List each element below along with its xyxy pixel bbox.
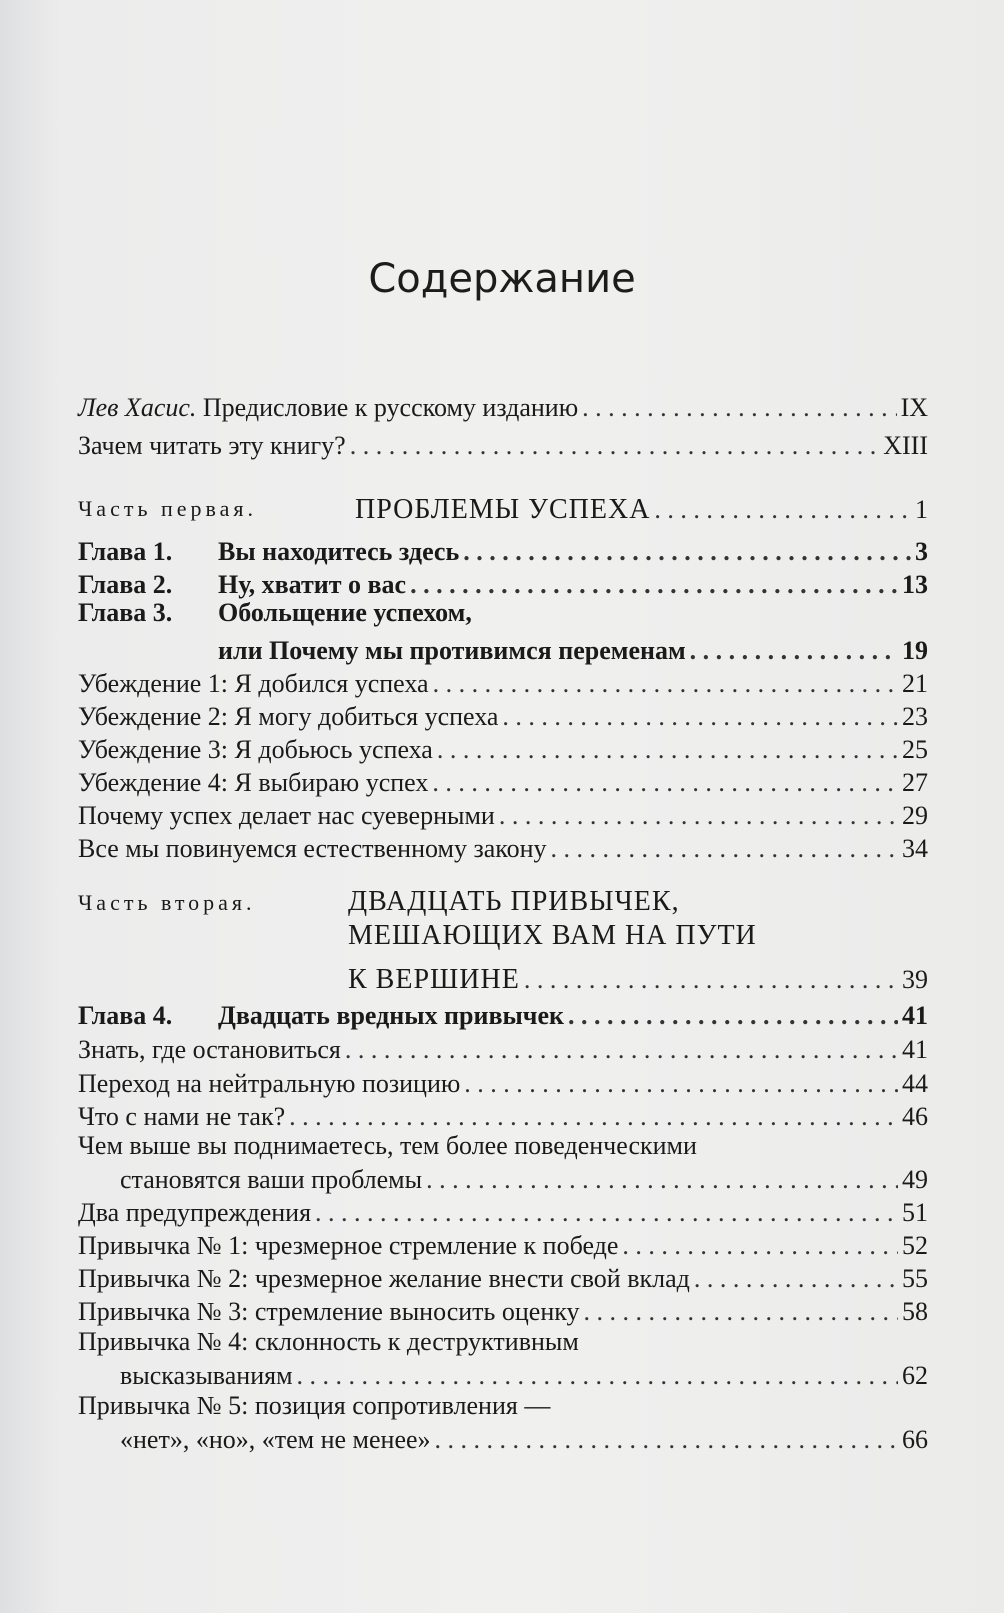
section-title-line1: Привычка № 4: склонность к деструктивным	[78, 1327, 579, 1356]
leader-dots	[463, 536, 911, 568]
chapter-title: Двадцать вредных привычек	[218, 1001, 564, 1030]
leader-dots	[622, 1230, 898, 1262]
leader-dots	[435, 1424, 898, 1456]
page-title: Содержание	[368, 256, 636, 302]
toc-section[interactable]	[78, 831, 928, 865]
entry-title: Зачем читать эту книгу?	[78, 431, 346, 460]
toc-section[interactable]	[78, 1261, 928, 1295]
leader-dots	[345, 1034, 898, 1066]
leader-dots	[584, 1296, 898, 1328]
toc-section[interactable]	[78, 1066, 928, 1100]
leader-dots	[315, 1197, 898, 1229]
toc-section[interactable]	[78, 1294, 928, 1328]
section-title-line1: Привычка № 5: позиция сопротивления —	[78, 1391, 551, 1420]
toc-section[interactable]	[78, 666, 928, 700]
leader-dots	[568, 1000, 898, 1032]
section-title: Что с нами не так?	[78, 1102, 286, 1131]
leader-dots	[690, 635, 898, 667]
section-title: Два предупреждения	[78, 1198, 312, 1227]
section-title: Привычка № 2: чрезмерное желание внести свой вклад	[78, 1264, 690, 1293]
toc-section[interactable]	[78, 1195, 928, 1229]
leader-dots	[289, 1101, 898, 1133]
toc-section-multiline[interactable]	[78, 1130, 928, 1196]
section-title: Убеждение 1: Я добился успеха	[78, 669, 429, 698]
page-number: 29	[902, 801, 928, 830]
chapter-title: Ну, хватит о вас	[218, 570, 407, 599]
chapter-title-line1: Обольщение успехом,	[218, 598, 472, 627]
toc-entry-preface[interactable]	[78, 390, 928, 424]
leader-dots	[437, 734, 898, 766]
part-title-line1: ДВАДЦАТЬ ПРИВЫЧЕК,	[348, 886, 680, 917]
leader-dots	[502, 701, 898, 733]
preface-title: Предисловие к русскому изданию	[202, 393, 579, 422]
toc-section[interactable]	[78, 1228, 928, 1262]
leader-dots	[551, 833, 899, 865]
chapter-label: Глава 4.	[78, 1001, 173, 1030]
page-number: 51	[902, 1198, 928, 1227]
chapter-title: Вы находитесь здесь	[218, 537, 460, 566]
toc-section[interactable]	[78, 732, 928, 766]
page-number: 55	[902, 1264, 928, 1293]
page-number: 66	[902, 1425, 928, 1454]
section-title: Убеждение 2: Я могу добиться успеха	[78, 702, 499, 731]
toc-section[interactable]	[78, 1099, 928, 1133]
page-number: 49	[902, 1165, 928, 1194]
section-title-line2: высказываниям	[120, 1361, 293, 1390]
page-number: 46	[902, 1102, 928, 1131]
page-number: 13	[902, 570, 928, 599]
part-label: Часть первая.	[78, 496, 257, 521]
toc-section[interactable]	[78, 798, 928, 832]
toc-chapter-1[interactable]	[78, 534, 928, 568]
page-number: 39	[902, 965, 928, 994]
toc-chapter-3[interactable]	[78, 597, 928, 667]
leader-dots	[350, 430, 880, 462]
page-number: 34	[902, 834, 928, 863]
page-number: 58	[902, 1297, 928, 1326]
section-title-line1: Чем выше вы поднимаетесь, тем более поведенческими	[78, 1131, 697, 1160]
page-number: IX	[900, 393, 928, 422]
page-number: 23	[902, 702, 928, 731]
section-title: Убеждение 3: Я добьюсь успеха	[78, 735, 433, 764]
section-title: Почему успех делает нас суеверными	[78, 801, 495, 830]
leader-dots	[582, 392, 896, 424]
toc-chapter-4[interactable]	[78, 998, 928, 1032]
preface-author: Лев Хасис.	[78, 393, 197, 422]
toc-chapter-2[interactable]	[78, 567, 928, 601]
leader-dots	[432, 767, 898, 799]
leader-dots	[464, 1068, 898, 1100]
leader-dots	[433, 668, 898, 700]
section-title: Привычка № 1: чрезмерное стремление к победе	[78, 1231, 619, 1260]
chapter-label: Глава 2.	[78, 570, 173, 599]
chapter-label: Глава 1.	[78, 537, 173, 566]
page-number: 44	[902, 1069, 928, 1098]
toc-section[interactable]	[78, 699, 928, 733]
page-number: 27	[902, 768, 928, 797]
leader-dots	[524, 964, 898, 996]
page-number: 52	[902, 1231, 928, 1260]
page-number: 41	[902, 1035, 928, 1064]
part-title: ПРОБЛЕМЫ УСПЕХА	[355, 494, 651, 525]
section-title: Переход на нейтральную позицию	[78, 1069, 461, 1098]
chapter-label: Глава 3.	[78, 598, 173, 627]
toc-entry-why-read[interactable]	[78, 428, 928, 462]
toc-section[interactable]	[78, 765, 928, 799]
page-number: 19	[902, 636, 928, 665]
toc-section-multiline[interactable]	[78, 1390, 928, 1456]
section-title: Привычка № 3: стремление выносить оценку	[78, 1297, 580, 1326]
toc-section-multiline[interactable]	[78, 1326, 928, 1392]
leader-dots	[499, 800, 898, 832]
part-one-heading[interactable]	[78, 492, 928, 526]
page-number: 41	[902, 1001, 928, 1030]
leader-dots	[694, 1263, 898, 1295]
page-number: 3	[915, 537, 928, 566]
section-title: Знать, где остановиться	[78, 1035, 341, 1064]
section-title: Все мы повинуемся естественному закону	[78, 834, 547, 863]
leader-dots	[654, 494, 911, 526]
section-title-line2: становятся ваши проблемы	[120, 1165, 423, 1194]
part-two-heading[interactable]	[78, 886, 928, 996]
leader-dots	[297, 1360, 898, 1392]
part-title-line3: К ВЕРШИНЕ	[348, 964, 520, 995]
page-number: 25	[902, 735, 928, 764]
part-title-line2: МЕШАЮЩИХ ВАМ НА ПУТИ	[348, 920, 757, 951]
part-label: Часть вторая.	[78, 890, 256, 915]
leader-dots	[426, 1164, 898, 1196]
section-title: Убеждение 4: Я выбираю успех	[78, 768, 429, 797]
page-number: XIII	[883, 431, 928, 460]
toc-section[interactable]	[78, 1032, 928, 1066]
page-number: 62	[902, 1361, 928, 1390]
chapter-title-line2: или Почему мы противимся переменам	[218, 636, 686, 665]
page-number: 21	[902, 669, 928, 698]
page-number: 1	[915, 495, 928, 524]
section-title-line2: «нет», «но», «тем не менее»	[120, 1425, 431, 1454]
